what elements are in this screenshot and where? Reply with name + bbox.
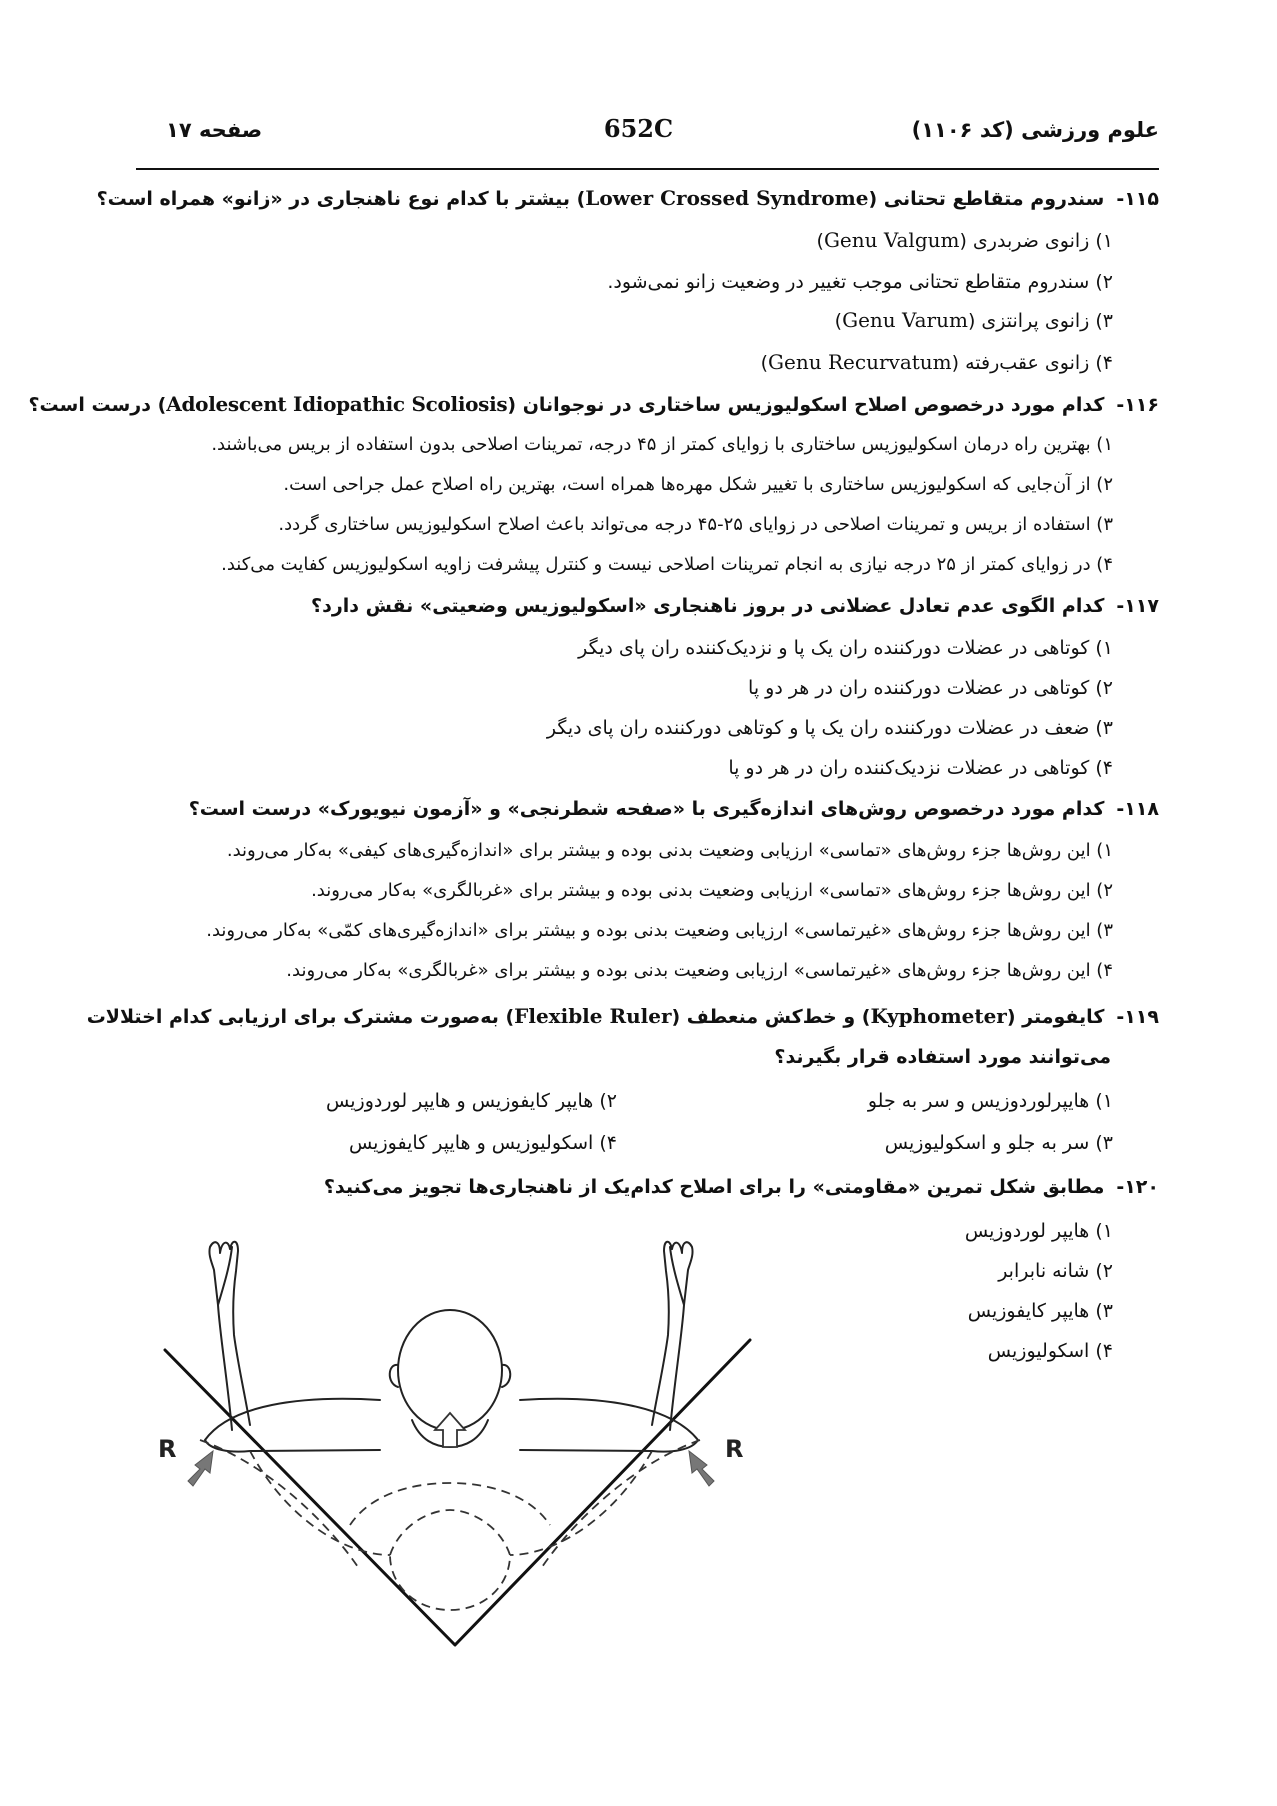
question-number: ۱۱۹- bbox=[1116, 1006, 1159, 1028]
question-term: Lower Crossed Syndrome bbox=[585, 186, 869, 210]
question-text: ) بیشتر با کدام نوع ناهنجاری در «زانو» همراه است؟ bbox=[96, 188, 586, 210]
option-115-2: ۲) سندروم متقاطع تحتانی موجب تغییر در وضعیت زانو نمی‌شود. bbox=[607, 271, 1113, 293]
option-115-3: ۳) زانوی پرانتزی (Genu Varum) bbox=[834, 308, 1113, 332]
option-117-2: ۲) کوتاهی در عضلات دورکننده ران در هر دو پا bbox=[748, 677, 1113, 699]
left-ear bbox=[390, 1365, 398, 1387]
label-left-r: R bbox=[158, 1435, 177, 1463]
question-number: ۱۱۵- bbox=[1116, 188, 1159, 210]
corner-wall bbox=[165, 1340, 750, 1645]
header-code: 652C bbox=[603, 114, 674, 143]
question-120: ۱۲۰- مطابق شکل تمرین «مقاومتی» را برای اصلاح کدام‌یک از ناهنجاری‌ها تجویز می‌کنید؟ bbox=[323, 1176, 1159, 1198]
option-117-4: ۴) کوتاهی در عضلات نزدیک‌کننده ران در هر دو پا bbox=[728, 757, 1113, 779]
option-116-3: ۳) استفاده از بریس و تمرینات اصلاحی در زوایای ۲۵-۴۵ درجه می‌تواند باعث اصلاح اسکولیوزیس ساختاری گردد. bbox=[278, 514, 1113, 535]
option-118-2: ۲) این روش‌ها جزء روش‌های «تماسی» ارزیابی وضعیت بدنی بوده و بیشتر برای «غربالگری» به‌کار می‌روند. bbox=[311, 880, 1113, 901]
option-120-2: ۲) شانه نابرابر bbox=[998, 1260, 1113, 1282]
question-119: ۱۱۹- کایفومتر (Kyphometer) و خط‌کش منعطف (Flexible Ruler) به‌صورت مشترک برای ارزیابی کدام اختلالات bbox=[86, 1004, 1159, 1028]
option-119-3: ۳) سر به جلو و اسکولیوزیس bbox=[884, 1132, 1113, 1154]
option-119-4: ۴) اسکولیوزیس و هایپر کایفوزیس bbox=[348, 1132, 617, 1154]
option-118-1: ۱) این روش‌ها جزء روش‌های «تماسی» ارزیابی وضعیت بدنی بوده و بیشتر برای «اندازه‌گیری‌های کیفی» به‌کار می‌روند. bbox=[226, 840, 1113, 861]
option-117-3: ۳) ضعف در عضلات دورکننده ران یک پا و کوتاهی دورکننده ران پای دیگر bbox=[546, 717, 1113, 739]
option-119-2: ۲) هایپر کایفوزیس و هایپر لوردوزیس bbox=[326, 1090, 617, 1112]
center-arrow-icon bbox=[435, 1413, 465, 1447]
question-118: ۱۱۸- کدام مورد درخصوص روش‌های اندازه‌گیری با «صفحه شطرنجی» و «آزمون نیویورک» درست است؟ bbox=[188, 798, 1159, 820]
option-118-4: ۴) این روش‌ها جزء روش‌های «غیرتماسی» ارزیابی وضعیت بدنی بوده و بیشتر برای «غربالگری» به‌کار می‌روند. bbox=[286, 960, 1113, 981]
question-119-line2: می‌توانند مورد استفاده قرار بگیرند؟ bbox=[774, 1046, 1111, 1068]
right-ear bbox=[502, 1365, 510, 1387]
label-right-r: R bbox=[725, 1435, 744, 1463]
question-number: ۱۱۶- bbox=[1116, 394, 1159, 416]
option-117-1: ۱) کوتاهی در عضلات دورکننده ران یک پا و نزدیک‌کننده ران پای دیگر bbox=[578, 637, 1113, 659]
option-119-1: ۱) هایپرلوردوزیس و سر به جلو bbox=[867, 1090, 1113, 1112]
question-116: ۱۱۶- کدام مورد درخصوص اصلاح اسکولیوزیس ساختاری در نوجوانان (Adolescent Idiopathic Scoliosis) درست است؟ bbox=[28, 392, 1159, 416]
option-116-1: ۱) بهترین راه درمان اسکولیوزیس ساختاری با زوایای کمتر از ۴۵ درجه، تمرینات اصلاحی بدون استفاده از بریس می‌باشند. bbox=[211, 434, 1113, 455]
question-text: سندروم متقاطع تحتانی ( bbox=[868, 188, 1105, 210]
option-120-1: ۱) هایپر لوردوزیس bbox=[964, 1220, 1113, 1242]
question-117: ۱۱۷- کدام الگوی عدم تعادل عضلانی در بروز ناهنجاری «اسکولیوزیس وضعیتی» نقش دارد؟ bbox=[311, 595, 1159, 617]
question-115 bbox=[97, 186, 1159, 210]
header-divider bbox=[136, 168, 1159, 170]
option-116-2: ۲) از آن‌جایی که اسکولیوزیس ساختاری با تغییر شکل مهره‌ها همراه است، بهترین راه اصلاح عمل جراحی است. bbox=[283, 474, 1113, 495]
exercise-figure bbox=[150, 1225, 790, 1655]
option-115-1: ۱) زانوی ضربدری (Genu Valgum) bbox=[816, 228, 1113, 252]
question-number: ۱۱۸- bbox=[1116, 798, 1159, 820]
start-position-outline bbox=[200, 1440, 700, 1610]
option-116-4: ۴) در زوایای کمتر از ۲۵ درجه نیازی به انجام تمرینات اصلاحی نیست و کنترل پیشرفت زاویه اسکولیوزیس کفایت می‌کند. bbox=[221, 554, 1113, 575]
option-115-4: ۴) زانوی عقب‌رفته (Genu Recurvatum) bbox=[760, 350, 1113, 374]
header-page-number: صفحه ۱۷ bbox=[166, 118, 263, 142]
left-resistance-arrow-icon bbox=[188, 1451, 213, 1486]
header-subject: علوم ورزشی (کد ۱۱۰۶) bbox=[911, 118, 1159, 142]
right-arm bbox=[652, 1242, 693, 1430]
question-number: ۱۱۷- bbox=[1116, 595, 1159, 617]
option-118-3: ۳) این روش‌ها جزء روش‌های «غیرتماسی» ارزیابی وضعیت بدنی بوده و بیشتر برای «اندازه‌گیری‌های کمّی» به‌کار می‌روند. bbox=[206, 920, 1113, 941]
option-120-4: ۴) اسکولیوزیس bbox=[987, 1340, 1113, 1362]
option-120-3: ۳) هایپر کایفوزیس bbox=[967, 1300, 1113, 1322]
right-resistance-arrow-icon bbox=[689, 1451, 714, 1486]
question-number: ۱۲۰- bbox=[1116, 1176, 1159, 1198]
